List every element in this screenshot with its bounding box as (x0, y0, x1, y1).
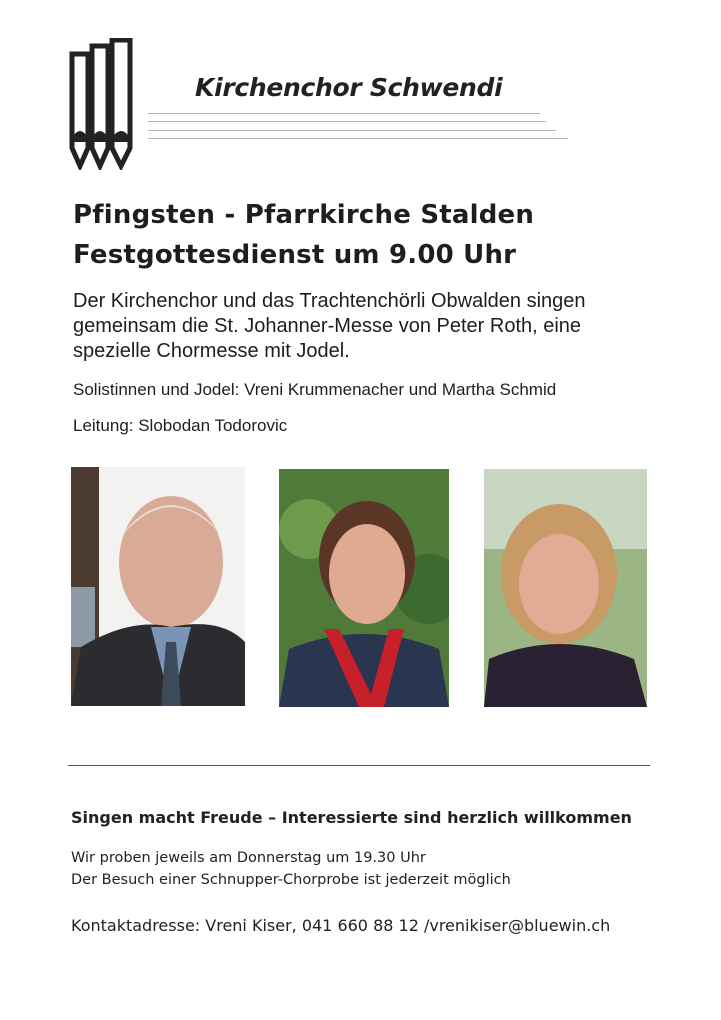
slogan: Singen macht Freude – Interessierte sind herzlich willkommen (71, 808, 632, 827)
trial-info: Der Besuch einer Schnupper-Chorprobe ist jederzeit möglich (71, 872, 511, 888)
organ-pipes-icon (68, 38, 136, 170)
portrait-photo-soloist-2 (484, 469, 647, 707)
portrait-photo-conductor (71, 467, 245, 706)
staff-line (148, 138, 568, 139)
staff-line (148, 121, 546, 122)
portrait-photo-soloist-1 (279, 469, 449, 707)
event-time: Festgottesdienst um 9.00 Uhr (73, 240, 517, 270)
soloists: Solistinnen und Jodel: Vreni Krummenacher und Martha Schmid (73, 380, 557, 399)
conductor: Leitung: Slobodan Todorovic (73, 416, 288, 435)
staff-line (148, 130, 556, 131)
description-line: spezielle Chormesse mit Jodel. (73, 340, 350, 362)
contact-info: Kontaktadresse: Vreni Kiser, 041 660 88 12 /vrenikiser@bluewin.ch (71, 916, 611, 935)
event-title: Pfingsten - Pfarrkirche Stalden (73, 200, 535, 230)
description-line: gemeinsam die St. Johanner-Messe von Peter Roth, eine (73, 315, 582, 337)
rehearsal-info: Wir proben jeweils am Donnerstag um 19.30 Uhr (71, 850, 426, 866)
divider (68, 765, 650, 766)
staff-line (148, 113, 540, 114)
description-line: Der Kirchenchor und das Trachtenchörli Obwalden singen (73, 290, 586, 312)
organization-name: Kirchenchor Schwendi (195, 73, 503, 102)
